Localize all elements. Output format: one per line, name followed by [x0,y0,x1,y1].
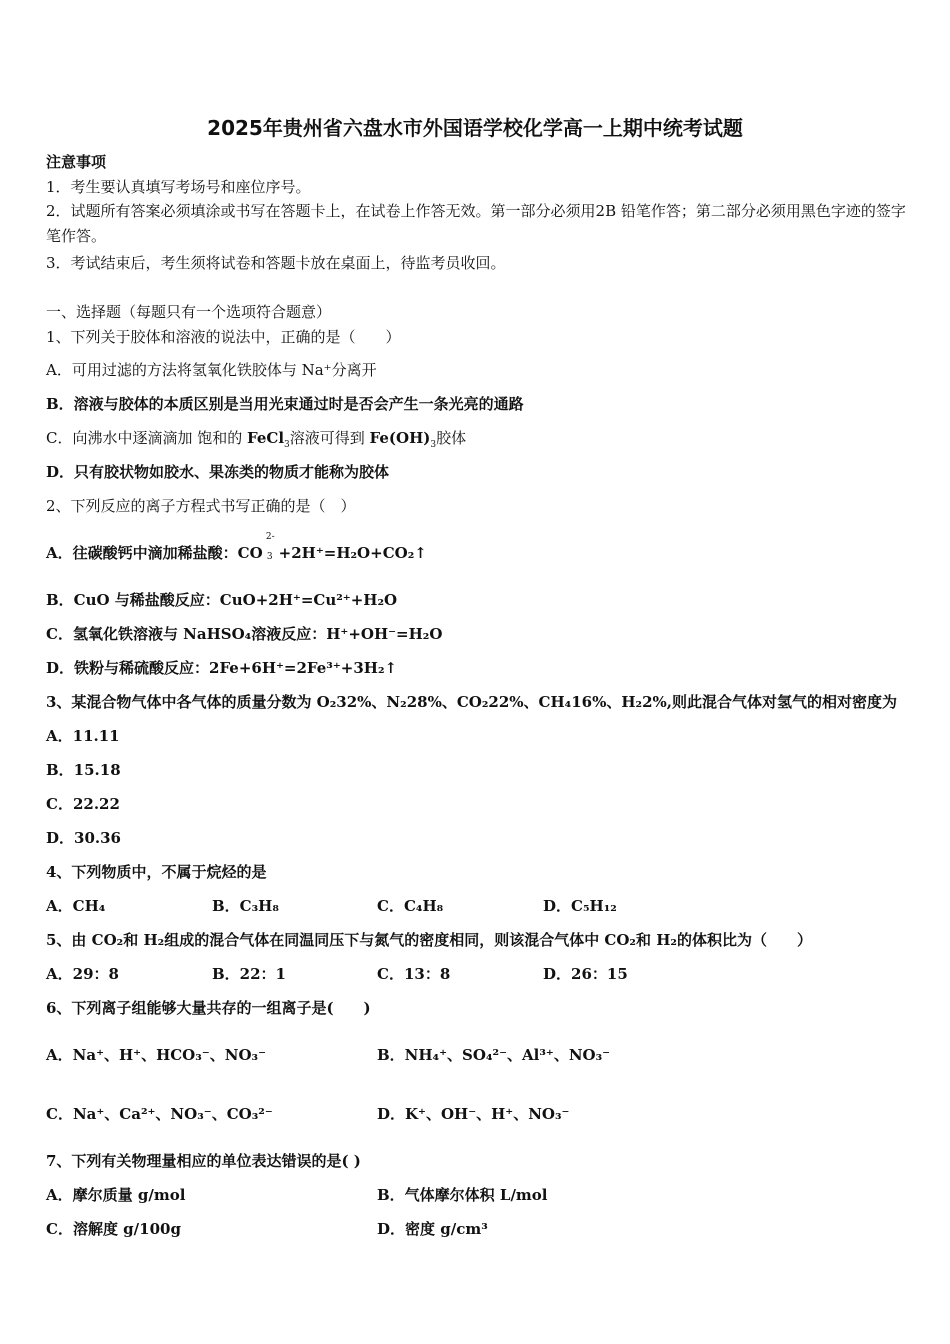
notice-heading: 注意事项 [46,153,107,171]
q2-option-b: B．CuO 与稀盐酸反应：CuO+2H⁺=Cu²⁺+H₂O [46,591,398,609]
q2-carbonate-count: 3 [266,552,273,562]
q1-option-c-pre: C．向沸水中逐滴滴加 饱和的 [46,429,248,447]
q1-option-a: A．可用过滤的方法将氢氧化铁胶体与 Na⁺分离开 [46,361,377,379]
q5-option-c: C．13：8 [377,965,451,983]
page-title: 2025年贵州省六盘水市外国语学校化学高一上期中统考试题 [207,116,743,140]
q4-option-a: A．CH₄ [46,897,106,915]
q7-option-c: C．溶解度 g/100g [46,1220,181,1238]
q1-option-c-mid: 溶液可得到 [289,429,370,447]
q5-option-d: D．26：15 [543,965,628,983]
q6-option-c: C．Na⁺、Ca²⁺、NO₃⁻、CO₃²⁻ [46,1105,273,1123]
q1-stem: 1、下列关于胶体和溶液的说法中，正确的是（ ） [46,328,401,346]
q2-stem: 2、下列反应的离子方程式书写正确的是（ ） [46,497,356,515]
q4-option-c: C．C₄H₈ [377,897,444,915]
q3-option-d: D．30.36 [46,829,121,847]
q1-option-c-feoh: Fe(OH) [369,429,431,447]
q1-option-c-fecl: FeCl [247,429,285,447]
q2-carbonate-symbol: CO [237,544,263,562]
q7-option-b: B．气体摩尔体积 L/mol [377,1186,548,1204]
q1-option-c-sub3b: 3 [430,440,437,450]
q3-option-b: B．15.18 [46,761,121,779]
notice-item-3: 3．考试结束后，考生须将试卷和答题卡放在桌面上，待监考员收回。 [46,254,506,272]
q2-carbonate-ion [237,532,275,563]
q3-option-c: C．22.22 [46,795,120,813]
q4-stem: 4、下列物质中，不属于烷烃的是 [46,863,267,881]
q2-option-a-pre: A．往碳酸钙中滴加稀盐酸： [46,544,238,562]
q7-option-d: D．密度 g/cm³ [377,1220,488,1238]
q6-option-a: A．Na⁺、H⁺、HCO₃⁻、NO₃⁻ [46,1046,267,1064]
q2-option-c: C．氢氧化铁溶液与 NaHSO₄溶液反应：H⁺+OH⁻=H₂O [46,625,443,643]
q6-stem: 6、下列离子组能够大量共存的一组离子是( ) [46,999,371,1017]
q3-option-a: A．11.11 [46,727,120,745]
q7-option-a: A．摩尔质量 g/mol [46,1186,186,1204]
q2-carbonate-charge: 2- [265,532,275,542]
q1-option-c-post: 胶体 [436,429,467,447]
q4-option-b: B．C₃H₈ [212,897,279,915]
q7-stem: 7、下列有关物理量相应的单位表达错误的是( ) [46,1152,361,1170]
q2-option-a-post: +2H⁺=H₂O+CO₂↑ [278,544,427,562]
notice-item-1: 1．考生要认真填写考场号和座位序号。 [46,178,311,196]
notice-item-2: 2．试题所有答案必须填涂或书写在答题卡上，在试卷上作答无效。第一部分必须用2B 铅笔作答；第二部分必须用黑色字迹的签字笔作答。 [46,202,906,245]
section-heading: 一、选择题（每题只有一个选项符合题意） [46,303,332,321]
q5-option-b: B．22：1 [212,965,286,983]
q1-option-b: B．溶液与胶体的本质区别是当用光束通过时是否会产生一条光亮的通路 [46,395,524,413]
q1-option-c [46,428,466,455]
q1-option-d: D．只有胶状物如胶水、果冻类的物质才能称为胶体 [46,463,390,481]
q4-option-d: D．C₅H₁₂ [543,897,617,915]
q2-option-a [46,532,427,563]
q6-option-b: B．NH₄⁺、SO₄²⁻、Al³⁺、NO₃⁻ [377,1046,611,1064]
q2-option-d: D．铁粉与稀硫酸反应：2Fe+6H⁺=2Fe³⁺+3H₂↑ [46,659,398,677]
q5-option-a: A．29：8 [46,965,119,983]
q5-stem: 5、由 CO₂和 H₂组成的混合气体在同温同压下与氮气的密度相同，则该混合气体中 CO₂和 H₂的体积比为（ ） [46,931,812,949]
q3-stem: 3、某混合物气体中各气体的质量分数为 O₂32%、N₂28%、CO₂22%、CH₄16%、H₂2%,则此混合气体对氢气的相对密度为 [46,693,897,711]
q6-option-d: D．K⁺、OH⁻、H⁺、NO₃⁻ [377,1105,570,1123]
q1-option-c-sub3a: 3 [284,440,290,450]
